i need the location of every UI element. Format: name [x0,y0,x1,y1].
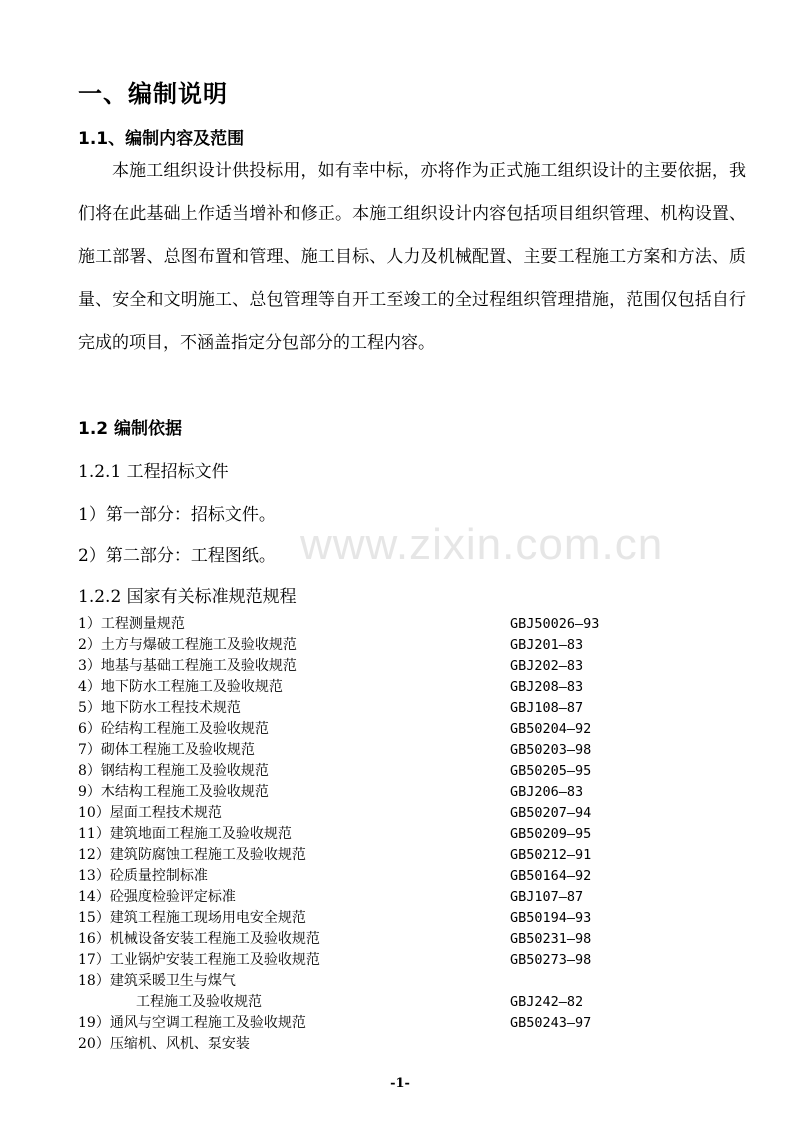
standard-name: 19）通风与空调工程施工及验收规范 [78,1015,306,1031]
section-1-2-2-title: 1.2.2 国家有关标准规范规程 [78,587,297,607]
standard-name: 9）木结构工程施工及验收规范 [78,784,269,800]
standard-row [78,824,718,845]
standard-name: 20）压缩机、风机、泵安装 [78,1036,250,1052]
tender-item-1: 1）第一部分：招标文件。 [78,505,276,525]
standard-name: 10）屋面工程技术规范 [78,805,222,821]
standard-row [78,929,718,950]
standard-code: GB50205—95 [510,763,592,779]
section-1-1-title: 1.1、编制内容及范围 [78,129,245,149]
tender-item-2: 2）第二部分：工程图纸。 [78,546,276,566]
standard-code: GBJ208—83 [510,679,584,695]
standard-row [78,887,718,908]
standard-row [78,908,718,929]
standard-code: GBJ201—83 [510,637,584,653]
standard-name: 5）地下防水工程技术规范 [78,700,241,716]
standard-name: 13）砼质量控制标准 [78,868,208,884]
standards-list [78,614,718,1055]
standard-name: 11）建筑地面工程施工及验收规范 [78,826,292,842]
standard-code: GB50243—97 [510,1015,592,1031]
standard-code: GB50194—93 [510,910,592,926]
section-1-1-paragraph: 本施工组织设计供投标用，如有幸中标，亦将作为正式施工组织设计的主要依据，我们将在此基础上作适当增补和修正。本施工组织设计内容包括项目组织管理、机构设置、施工部署、总图布置和管理、施工目标、人力及机械配置、主要工程施工方案和方法、质量、安全和文明施工、总包管理等自开工至竣工的全过程组织管理措施，范围仅包括自行完成的项目，不涵盖指定分包部分的工程内容。 [78,161,746,353]
standard-row [78,656,718,677]
standard-name: 7）砌体工程施工及验收规范 [78,742,255,758]
standard-name: 1）工程测量规范 [78,616,185,632]
standard-row [78,1013,718,1034]
standard-name: 2）土方与爆破工程施工及验收规范 [78,637,297,653]
standard-code: GB50209—95 [510,826,592,842]
standard-row [78,845,718,866]
standard-row [78,782,718,803]
section-1-2-title: 1.2 编制依据 [78,419,183,439]
standard-name: 14）砼强度检验评定标准 [78,889,236,905]
standard-code: GBJ202—83 [510,658,584,674]
standard-row [78,992,718,1013]
watermark: www.zixin.com.cn [300,520,664,569]
standard-name: 12）建筑防腐蚀工程施工及验收规范 [78,847,306,863]
standard-name: 18）建筑采暖卫生与煤气 [78,973,236,989]
standard-code: GBJ242—82 [510,994,584,1010]
page-number: -1- [390,1076,410,1091]
standard-row [78,761,718,782]
standard-name: 17）工业锅炉安装工程施工及验收规范 [78,952,320,968]
standard-row [78,635,718,656]
standard-name: 3）地基与基础工程施工及验收规范 [78,658,297,674]
standard-code: GB50207—94 [510,805,592,821]
standard-row [78,698,718,719]
standard-name: 16）机械设备安装工程施工及验收规范 [78,931,320,947]
standard-code: GB50164—92 [510,868,592,884]
standard-code: GB50204—92 [510,721,592,737]
standard-row [78,1034,718,1055]
standard-name: 6）砼结构工程施工及验收规范 [78,721,269,737]
standard-name: 15）建筑工程施工现场用电安全规范 [78,910,306,926]
standard-row [78,803,718,824]
standard-code: GBJ108—87 [510,700,584,716]
standard-row [78,740,718,761]
standard-code: GB50203—98 [510,742,592,758]
standard-code: GBJ206—83 [510,784,584,800]
standard-row [78,950,718,971]
section-1-2-1-title: 1.2.1 工程招标文件 [78,462,229,482]
standard-row [78,677,718,698]
standard-row [78,614,718,635]
standard-code: GB50231—98 [510,931,592,947]
main-heading: 一、编制说明 [78,80,228,108]
standard-row [78,719,718,740]
standard-row [78,866,718,887]
standard-code: GB50212—91 [510,847,592,863]
standard-code: GB50273—98 [510,952,592,968]
standard-code: GBJ50026—93 [510,616,600,632]
standard-name: 工程施工及验收规范 [136,994,262,1010]
standard-code: GBJ107—87 [510,889,584,905]
standard-name: 4）地下防水工程施工及验收规范 [78,679,283,695]
standard-row [78,971,718,992]
standard-name: 8）钢结构工程施工及验收规范 [78,763,269,779]
